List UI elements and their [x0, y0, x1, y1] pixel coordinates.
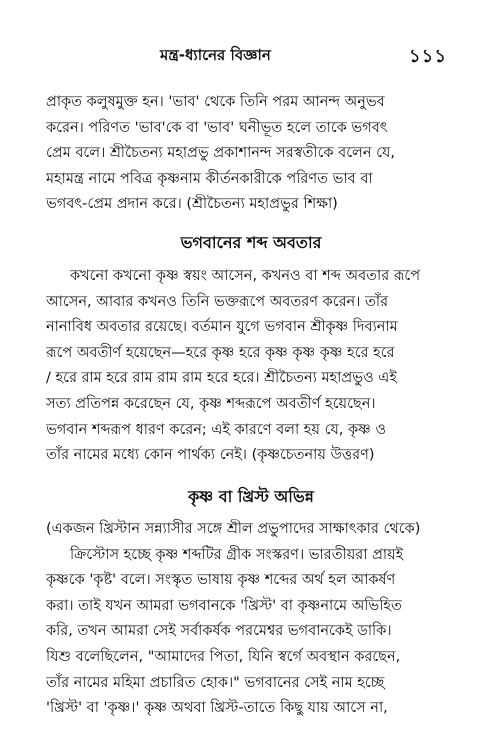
running-title: মন্ত্র-ধ্যানের বিজ্ঞান [160, 46, 271, 64]
paragraph-3 [46, 517, 456, 722]
text-line: 'খ্রিস্ট' বা 'কৃষ্ণ।' কৃষ্ণ অথবা খ্রিস্ট-তাতে কিছু যায় আসে না, [46, 700, 388, 717]
page-header [0, 44, 497, 68]
text-line: তাঁর নামের মধ্যে কোন পার্থক্য নেই। (কৃষ্ণচেতনায় উত্তরণ) [46, 447, 375, 464]
text-line: ভগবৎ-প্রেম প্রদান করে। (শ্রীচৈতন্য মহাপ্রভুর শিক্ষা) [46, 196, 338, 213]
text-line: সত্য প্রতিপন্ন করেছেন যে, কৃষ্ণ শব্দরূপে অবতীর্ণ হয়েছেন। [46, 395, 376, 412]
text-line: নানাবিধ অবতার রয়েছে। বর্তমান যুগে ভগবান শ্রীকৃষ্ণ দিব্যনাম [46, 319, 398, 336]
section-heading-1-wrapper [46, 230, 456, 256]
text-line: কখনো কখনো কৃষ্ণ স্বয়ং আসেন, কখনও বা শব্দ অবতার রূপে [70, 268, 421, 284]
text-line: মহামন্ত্র নামে পবিত্র কৃষ্ণনাম কীর্তনকারীকে পরিণত ভাব বা [46, 170, 373, 187]
text-line: কৃষ্ণকে 'কৃষ্ট' বলে। সংস্কৃত ভাষায় কৃষ্ণ শব্দের অর্থ হল আকর্ষণ [46, 572, 396, 589]
text-line: ক্রিস্টোস হচ্ছে কৃষ্ণ শব্দটির গ্রীক সংস্করণ। ভারতীয়রা প্রায়ই [70, 546, 404, 563]
text-line: করেন। পরিণত 'ভাব'কে বা 'ভাব' ঘনীভূত হলে তাকে ভগবৎ [46, 119, 388, 136]
text-line: প্রাকৃত কলুষমুক্ত হন। 'ভাব' থেকে তিনি পরম আনন্দ অনুভব [46, 94, 385, 110]
text-line: প্রেম বলে। শ্রীচৈতন্য মহাপ্রভু প্রকাশানন্দ সরস্বতীকে বলেন যে, [46, 145, 395, 162]
text-line: যিশু বলেছিলেন, "আমাদের পিতা, যিনি স্বর্গে অবস্থান করছেন, [46, 648, 401, 665]
section-heading-krishna-christ: কৃষ্ণ বা খ্রিস্ট অভিন্ন [188, 487, 314, 506]
text-line: (একজন খ্রিস্টান সন্ন্যাসীর সঙ্গে শ্রীল প্রভুপাদের সাক্ষাৎকার থেকে) [46, 521, 421, 537]
paragraph-2 [46, 264, 456, 469]
text-line: করা। তাই যখন আমরা ভগবানকে 'খ্রিস্ট' বা কৃষ্ণনামে অভিহিত [46, 597, 402, 614]
text-line: রূপে অবতীর্ণ হয়েছেন—হরে কৃষ্ণ হরে কৃষ্ণ কৃষ্ণ কৃষ্ণ হরে হরে [46, 344, 395, 361]
section-heading-shabda-avatar: ভগবানের শব্দ অবতার [180, 233, 322, 252]
paragraph-1 [46, 90, 456, 218]
text-line: ভগবান শব্দরূপ ধারণ করেন; এই কারণে বলা হয় যে, কৃষ্ণ ও [46, 421, 387, 438]
text-line: তাঁর নামের মহিমা প্রচারিত হোক।" ভগবানের সেই নাম হচ্ছে [46, 674, 385, 691]
section-heading-2-wrapper [46, 484, 456, 510]
text-line: আসেন, আবার কখনও তিনি ভক্তরূপে অবতরণ করেন। তাঁর [46, 293, 389, 310]
text-line: করি, তখন আমরা সেই সর্বাকর্ষক পরমেশ্বর ভগবানকেই ডাকি। [46, 623, 392, 640]
page-number: ১১১ [408, 46, 447, 67]
text-line: / হরে রাম হরে রাম রাম রাম হরে হরে। শ্রীচৈতন্য মহাপ্রভুও এই [46, 370, 397, 387]
